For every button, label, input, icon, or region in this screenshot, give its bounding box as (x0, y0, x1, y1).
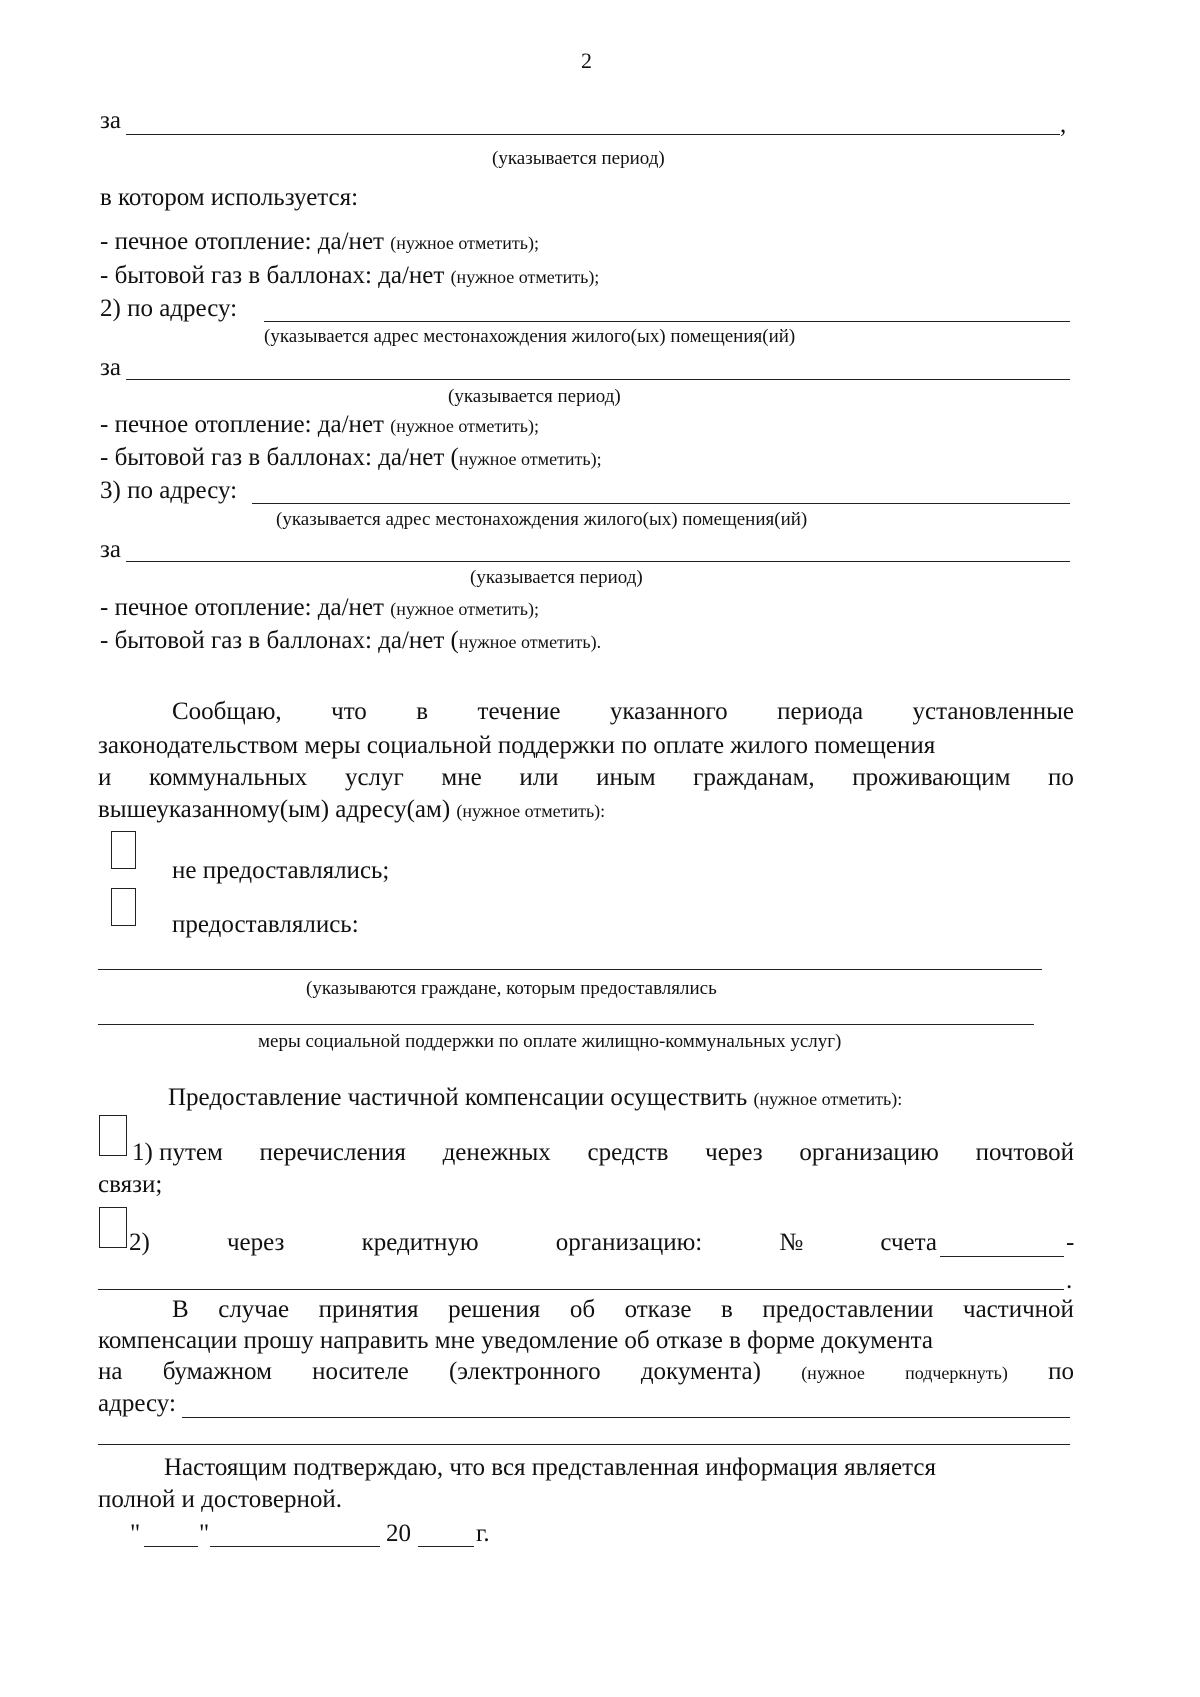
period-3-caption: (указывается период) (470, 567, 643, 588)
provided-label: предоставлялись: (172, 911, 359, 938)
period-comma: , (1060, 111, 1067, 138)
gas-cylinders-2-line (100, 443, 602, 474)
gas-cylinders-3-text: - бытовой газ в баллонах: да/нет ( (100, 627, 459, 654)
stove-heating-note: (нужное отметить); (390, 233, 539, 253)
date-year-prefix: 20 (386, 1520, 411, 1547)
compensation-heading (168, 1083, 902, 1114)
address-2-line[interactable] (264, 321, 1070, 322)
postal-transfer-cont: связи; (98, 1171, 163, 1198)
stove-heating-2-line (100, 410, 539, 441)
support-address-note: (нужное отметить): (456, 801, 606, 821)
account-number-dash: - (1066, 1229, 1075, 1256)
confirm-line-1: Настоящим подтверждаю, что вся представленная информация является (164, 1454, 936, 1481)
support-paragraph-line-3: и коммунальных услуг мне или иным гражданам, проживающим по (98, 764, 1074, 791)
address-2-caption: (указывается адрес местонахождения жилого(ых) помещения(ий) (264, 326, 796, 347)
period-2-caption: (указывается период) (448, 386, 621, 407)
period-line[interactable] (126, 134, 1060, 135)
citizens-line[interactable] (98, 969, 1042, 970)
credit-org-option: 2) через кредитную организацию: № счета (129, 1229, 937, 1256)
refusal-address-line-2[interactable] (98, 1444, 1070, 1445)
date-month-line[interactable] (210, 1546, 380, 1547)
address-3-line[interactable] (252, 503, 1070, 504)
stove-heating-3-line (100, 593, 539, 624)
stove-heating-2-text: - печное отопление: да/нет (100, 411, 384, 438)
gas-cylinders-text: - бытовой газ в баллонах: да/нет (100, 262, 445, 289)
not-provided-label: не предоставлялись; (172, 857, 390, 884)
date-day-line[interactable] (144, 1546, 198, 1547)
address-3-label: 3) по адресу: (100, 477, 238, 504)
support-address-text: вышеуказанному(ым) адресу(ам) (98, 796, 451, 823)
stove-heating-2-note: (нужное отметить); (390, 416, 539, 436)
gas-cylinders-3-note: нужное отметить). (458, 632, 602, 652)
date-quote-close: " (199, 1520, 210, 1547)
period-2-label: за (100, 354, 121, 381)
refusal-line-2: компенсации прошу направить мне уведомление об отказе в форме документа (98, 1327, 933, 1354)
stove-heating-line (100, 227, 539, 258)
postal-transfer-checkbox[interactable] (99, 1115, 127, 1156)
stove-heating-3-note: (нужное отметить); (390, 599, 539, 619)
date-quote-open: " (130, 1520, 141, 1547)
credit-org-checkbox[interactable] (99, 1207, 127, 1248)
date-year-suffix: г. (476, 1520, 490, 1547)
citizens-caption: (указываются граждане, которым предоставлялись (306, 978, 717, 999)
page-number: 2 (581, 48, 592, 73)
account-number-end: . (1066, 1267, 1073, 1294)
date-year-line[interactable] (418, 1546, 474, 1547)
refusal-line-1: В случае принятия решения об отказе в предоставлении частичной (172, 1296, 1074, 1323)
not-provided-checkbox[interactable] (111, 831, 136, 869)
refusal-address-label: адресу: (98, 1390, 176, 1417)
confirm-line-2: полной и достоверной. (98, 1486, 342, 1513)
address-3-caption: (указывается адрес местонахождения жилого(ых) помещения(ий) (276, 509, 808, 530)
used-in-text: в котором используется: (100, 184, 359, 211)
stove-heating-3-text: - печное отопление: да/нет (100, 594, 384, 621)
account-number-line[interactable] (940, 1256, 1064, 1257)
gas-cylinders-2-text: - бытовой газ в баллонах: да/нет ( (100, 444, 459, 471)
stove-heating-text: - печное отопление: да/нет (100, 228, 384, 255)
period-3-label: за (100, 536, 121, 563)
account-number-line-2[interactable] (98, 1289, 1064, 1290)
support-paragraph-line-1: Сообщаю, что в течение указанного периода установленные (172, 698, 1074, 725)
gas-cylinders-2-note: нужное отметить); (458, 449, 602, 469)
compensation-heading-note: (нужное отметить): (753, 1089, 903, 1109)
support-paragraph-line-2: законодательством меры социальной поддержки по оплате жилого помещения (98, 732, 936, 759)
gas-cylinders-3-line (100, 626, 601, 657)
postal-transfer-option: 1) путем перечисления денежных средств через организацию почтовой (132, 1139, 1074, 1166)
measures-caption: меры социальной поддержки по оплате жилищно-коммунальных услуг) (258, 1031, 842, 1052)
support-paragraph-line-4 (98, 795, 605, 826)
period-label: за (100, 107, 121, 134)
address-2-label: 2) по адресу: (100, 295, 238, 322)
gas-cylinders-note: (нужное отметить); (450, 267, 600, 287)
period-2-line[interactable] (126, 379, 1070, 380)
gas-cylinders-line (100, 261, 599, 292)
compensation-heading-text: Предоставление частичной компенсации осуществить (168, 1084, 748, 1111)
period-3-line[interactable] (126, 561, 1070, 562)
period-caption: (указывается период) (492, 148, 665, 169)
refusal-line-3: на бумажном носителе (электронного документа) (нужное подчеркнуть) по (98, 1358, 1074, 1385)
measures-line[interactable] (98, 1024, 1034, 1025)
provided-checkbox[interactable] (111, 888, 136, 926)
refusal-address-line[interactable] (182, 1417, 1070, 1418)
